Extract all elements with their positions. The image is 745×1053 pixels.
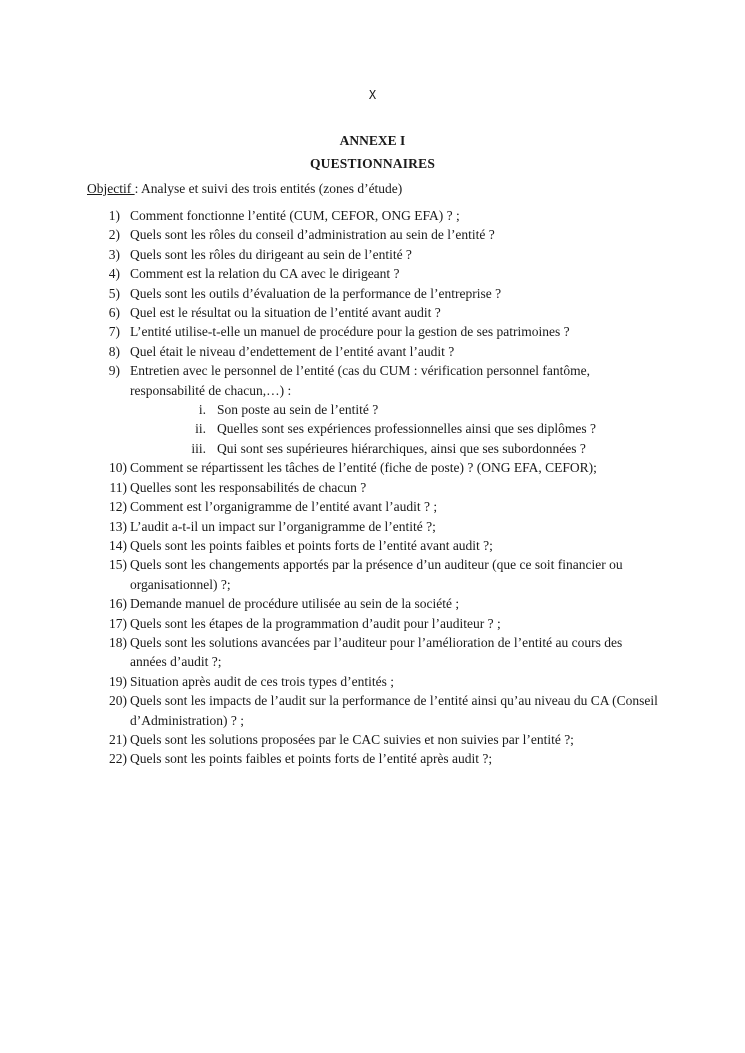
annex-title: ANNEXE I xyxy=(339,133,406,148)
question-text: Quels sont les solutions avancées par l’auditeur pour l’amélioration de l’entité au cours des années d’audit ?; xyxy=(130,634,623,670)
question-number: 19) xyxy=(109,673,127,689)
question-number: 16) xyxy=(109,596,127,612)
question-text: Quels sont les outils d’évaluation de la performance de l’entreprise ? xyxy=(130,285,502,301)
objective-label: Objectif xyxy=(87,181,135,196)
question-text: Quels sont les rôles du conseil d’administration au sein de l’entité ? xyxy=(130,227,495,243)
question-text: Comment est l’organigramme de l’entité avant l’audit ? ; xyxy=(130,499,438,515)
question-item xyxy=(0,633,745,672)
sub-question-item xyxy=(0,419,745,438)
sub-question-text: Quelles sont ses expériences professionnelles ainsi que ses diplômes ? xyxy=(217,421,597,437)
question-number: 22) xyxy=(109,751,127,767)
question-number: 21) xyxy=(109,731,127,747)
sub-question-number: i. xyxy=(198,402,206,418)
question-text: Quel est le résultat ou la situation de l’entité avant audit ? xyxy=(130,305,441,321)
question-number: 10) xyxy=(109,460,127,476)
question-item xyxy=(0,497,745,516)
question-text: Quels sont les rôles du dirigeant au sein de l’entité ? xyxy=(130,246,412,262)
question-text: Quels sont les points faibles et points forts de l’entité avant audit ?; xyxy=(130,537,493,553)
question-number: 3) xyxy=(108,246,120,262)
question-text: Quels sont les étapes de la programmation d’audit pour l’auditeur ? ; xyxy=(130,615,501,631)
question-text: Quel était le niveau d’endettement de l’entité avant l’audit ? xyxy=(130,343,455,359)
question-item xyxy=(0,517,745,536)
question-number: 5) xyxy=(108,285,120,301)
question-number: 20) xyxy=(109,693,127,709)
question-text: Quels sont les solutions proposées par le CAC suivies et non suivies par l’entité ?; xyxy=(130,731,574,747)
question-item xyxy=(0,691,745,730)
sub-question-text: Qui sont ses supérieures hiérarchiques, ainsi que ses subordonnées ? xyxy=(217,440,586,456)
question-text: Demande manuel de procédure utilisée au sein de la société ; xyxy=(130,596,460,612)
question-item xyxy=(0,555,745,594)
question-text: Quelles sont les responsabilités de chacun ? xyxy=(130,479,367,495)
question-item xyxy=(0,342,745,361)
sub-question-number: ii. xyxy=(195,421,206,437)
sub-question-item xyxy=(0,400,745,419)
question-text: Comment se répartissent les tâches de l’entité (fiche de poste) ? (ONG EFA, CEFOR); xyxy=(130,460,597,476)
sub-question-number: iii. xyxy=(191,440,206,456)
question-item xyxy=(0,322,745,341)
question-item xyxy=(0,594,745,613)
question-text: L’audit a-t-il un impact sur l’organigramme de l’entité ?; xyxy=(130,518,436,534)
question-text: Quels sont les changements apportés par la présence d’un auditeur (que ce soit financier ou organisationnel) ?; xyxy=(130,557,623,592)
annex-subtitle: QUESTIONNAIRES xyxy=(309,156,436,171)
question-number: 4) xyxy=(108,266,120,282)
question-number: 13) xyxy=(109,518,127,534)
question-text: Quels sont les impacts de l’audit sur la performance de l’entité ainsi qu’au niveau du CA (Conseil d’Administration) ? ; xyxy=(130,693,658,728)
question-number: 6) xyxy=(108,305,120,321)
objective-text: : Analyse et suivi des trois entités (zones d’étude) xyxy=(134,181,403,196)
question-text: Quels sont les points faibles et points forts de l’entité après audit ?; xyxy=(130,751,493,767)
question-item xyxy=(0,245,745,264)
sub-question-text: Son poste au sein de l’entité ? xyxy=(217,402,379,418)
questions-list xyxy=(0,206,745,769)
sub-question-item xyxy=(0,439,745,458)
question-item xyxy=(0,303,745,322)
question-number: 9) xyxy=(108,363,120,379)
question-item xyxy=(0,206,745,225)
question-item xyxy=(0,749,745,768)
question-text: L’entité utilise-t-elle un manuel de procédure pour la gestion de ses patrimoines ? xyxy=(130,324,570,340)
question-number: 8) xyxy=(108,343,120,359)
question-number: 12) xyxy=(109,499,127,515)
question-item xyxy=(0,361,745,400)
question-number: 7) xyxy=(108,324,120,340)
question-item xyxy=(0,730,745,749)
question-item xyxy=(0,672,745,691)
question-item xyxy=(0,264,745,283)
question-number: 17) xyxy=(109,615,127,631)
question-text: Comment est la relation du CA avec le dirigeant ? xyxy=(130,266,400,282)
question-item xyxy=(0,536,745,555)
question-number: 1) xyxy=(108,208,120,223)
question-number: 15) xyxy=(109,557,127,573)
question-item xyxy=(0,458,745,477)
question-number: 14) xyxy=(109,537,127,553)
question-item xyxy=(0,225,745,244)
question-item xyxy=(0,614,745,633)
question-number: 11) xyxy=(109,479,127,495)
objective-line xyxy=(87,181,402,197)
question-number: 18) xyxy=(109,634,127,650)
question-number: 2) xyxy=(108,227,120,243)
question-item xyxy=(0,478,745,497)
question-item xyxy=(0,284,745,303)
page-number: X xyxy=(368,88,377,102)
question-text: Situation après audit de ces trois types d’entités ; xyxy=(130,673,394,689)
question-text: Entretien avec le personnel de l’entité (cas du CUM : vérification personnel fantôme, responsabilité de chacun,…) : xyxy=(130,363,590,398)
question-text: Comment fonctionne l’entité (CUM, CEFOR, ONG EFA) ? ; xyxy=(130,208,460,223)
